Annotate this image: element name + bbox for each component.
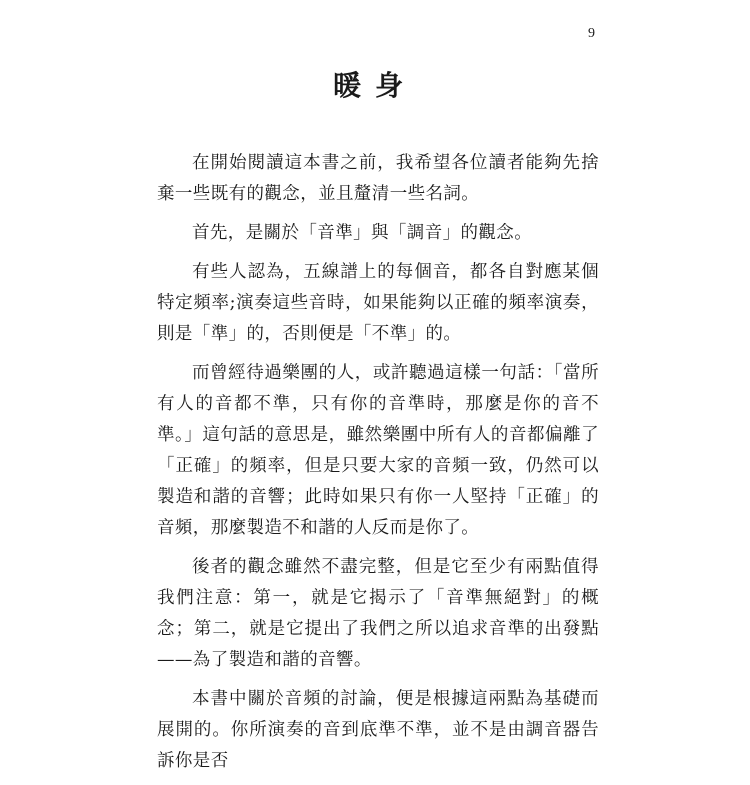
paragraph: 首先，是關於「音準」與「調音」的觀念。 [192, 223, 533, 243]
body-text [157, 148, 599, 785]
paragraph: 在開始閱讀這本書之前，我希望各位讀者能夠先捨棄一些既有的觀念，並且釐清一些名詞。 [157, 153, 599, 204]
paragraph: 有些人認為，五線譜上的每個音，都各自對應某個特定頻率;演奏這些音時，如果能夠以正確的頻率演奏，則是「準」的，否則便是「不準」的。 [157, 262, 599, 344]
paragraph: 後者的觀念雖然不盡完整，但是它至少有兩點值得我們注意：第一，就是它揭示了「音準無絕對」的概念；第二，就是它提出了我們之所以追求音準的出發點——為了製造和諧的音響。 [157, 557, 599, 670]
paragraph: 而曾經待過樂團的人，或許聽過這樣一句話：「當所有人的音都不準，只有你的音準時，那麼是你的音不準。」這句話的意思是，雖然樂團中所有人的音都偏離了「正確」的頻率，但是只要大家的音頻一致，仍然可以製造和諧的音響；此時如果只有你一人堅持「正確」的音頻，那麼製造不和諧的人反而是你了。 [157, 363, 599, 538]
paragraph: 本書中關於音頻的討論，便是根據這兩點為基礎而展開的。你所演奏的音到底準不準，並不是由調音器告訴你是否 [157, 689, 599, 771]
page-number: 9 [588, 26, 595, 41]
chapter-title: 暖身 [332, 69, 417, 102]
